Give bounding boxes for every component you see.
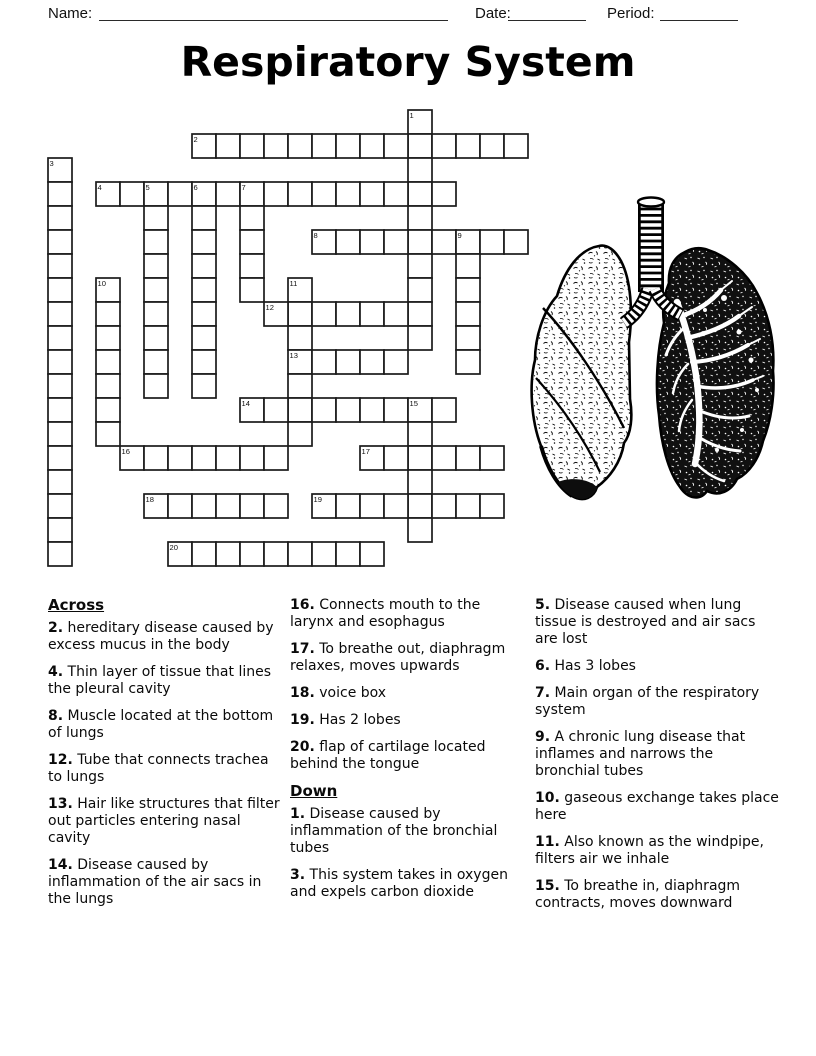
crossword-cell (312, 398, 336, 422)
clue-column (290, 597, 509, 911)
crossword-cell (384, 398, 408, 422)
clue-column (48, 597, 284, 918)
crossword-cell (96, 374, 120, 398)
crossword-cell-number: 9 (457, 231, 462, 240)
crossword-cell (264, 446, 288, 470)
crossword-cell (384, 446, 408, 470)
crossword-cell (456, 134, 480, 158)
crossword-cell (312, 134, 336, 158)
crossword-cell (96, 302, 120, 326)
crossword-cell (216, 182, 240, 206)
crossword-cell (240, 230, 264, 254)
crossword-cell (288, 542, 312, 566)
crossword-cell (456, 254, 480, 278)
crossword-cell-number: 7 (241, 183, 246, 192)
crossword-cell-number: 2 (193, 135, 198, 144)
crossword-cell (168, 182, 192, 206)
crossword-cell (480, 134, 504, 158)
crossword-cell (480, 494, 504, 518)
clue: 3. This system takes in oxygen and expels carbon dioxide (290, 867, 508, 900)
crossword-cell (48, 494, 72, 518)
crossword-cell-number: 17 (361, 447, 370, 456)
crossword-cell (48, 542, 72, 566)
crossword-cell (48, 374, 72, 398)
crossword-cell (432, 134, 456, 158)
clue: 9. A chronic lung disease that inflames and narrows the bronchial tubes (535, 729, 746, 779)
crossword-cell (192, 542, 216, 566)
crossword-cell (360, 542, 384, 566)
crossword-cell (336, 398, 360, 422)
crossword-cell (480, 230, 504, 254)
crossword-cell (432, 494, 456, 518)
crossword-cell (336, 230, 360, 254)
crossword-cell (240, 542, 264, 566)
clue: 18. voice box (290, 685, 387, 701)
clue: 5. Disease caused when lung tissue is destroyed and air sacs are lost (535, 597, 756, 647)
crossword-cell (48, 446, 72, 470)
crossword-cell (144, 206, 168, 230)
clue-number: 2. (48, 620, 64, 636)
crossword-cell (360, 134, 384, 158)
lungs-illustration (527, 190, 791, 506)
crossword-cell (192, 254, 216, 278)
clue-number: 13. (48, 796, 73, 812)
crossword-cell (408, 302, 432, 326)
crossword-cell (432, 398, 456, 422)
clue-number: 1. (290, 806, 306, 822)
crossword-cell-number: 16 (121, 447, 130, 456)
crossword-cell (48, 398, 72, 422)
crossword-cell (192, 446, 216, 470)
crossword-cell (504, 134, 528, 158)
crossword-cell-number: 12 (265, 303, 274, 312)
clue-number: 7. (535, 685, 551, 701)
clue: 15. To breathe in, diaphragm contracts, moves downward (535, 878, 741, 911)
crossword-cell (144, 374, 168, 398)
crossword-cell (456, 302, 480, 326)
crossword-cell (312, 182, 336, 206)
crossword-cell (120, 182, 144, 206)
clue-number: 6. (535, 658, 551, 674)
clue: 19. Has 2 lobes (290, 712, 401, 728)
crossword-cell (408, 494, 432, 518)
clue-number: 8. (48, 708, 64, 724)
crossword-cell (432, 446, 456, 470)
crossword-cell (336, 302, 360, 326)
clue-number: 16. (290, 597, 315, 613)
crossword-cell (312, 302, 336, 326)
crossword-cell (192, 206, 216, 230)
crossword-cell (144, 326, 168, 350)
crossword-cell (240, 278, 264, 302)
crossword-cell (384, 182, 408, 206)
crossword-cell (360, 494, 384, 518)
crossword-cell-number: 14 (241, 399, 250, 408)
crossword-cell (240, 446, 264, 470)
crossword-cell (216, 542, 240, 566)
crossword-cell (360, 230, 384, 254)
crossword-cell (432, 230, 456, 254)
crossword-cell (384, 230, 408, 254)
clue: 16. Connects mouth to the larynx and esophagus (290, 597, 481, 630)
clue: 7. Main organ of the respiratory system (535, 685, 760, 718)
crossword-cell-number: 4 (97, 183, 102, 192)
clue-number: 19. (290, 712, 315, 728)
crossword-cell-number: 3 (49, 159, 54, 168)
crossword-cell (96, 422, 120, 446)
crossword-cell (360, 302, 384, 326)
crossword-cell (384, 350, 408, 374)
date-label: Date: (475, 5, 511, 22)
crossword-cell (384, 134, 408, 158)
crossword-cell (48, 206, 72, 230)
clue: 10. gaseous exchange takes place here (535, 790, 779, 823)
clue: 1. Disease caused by inflammation of the bronchial tubes (290, 806, 498, 856)
crossword-cell (48, 350, 72, 374)
clue-number: 20. (290, 739, 315, 755)
crossword-cell-number: 10 (97, 279, 106, 288)
crossword-cell (48, 254, 72, 278)
crossword-cell-number: 20 (169, 543, 178, 552)
name-write-line (99, 2, 448, 21)
crossword-cell (264, 182, 288, 206)
crossword-cell (336, 542, 360, 566)
crossword-cell (408, 518, 432, 542)
crossword-cell (48, 326, 72, 350)
crossword-cell-number: 13 (289, 351, 298, 360)
clue: 14. Disease caused by inflammation of the air sacs in the lungs (48, 857, 262, 907)
crossword-cell (336, 182, 360, 206)
crossword-cell (144, 230, 168, 254)
crossword-cell-number: 8 (313, 231, 318, 240)
crossword-cell-number: 19 (313, 495, 322, 504)
clue: 8. Muscle located at the bottom of lungs (48, 708, 274, 741)
worksheet-title: Respiratory System (180, 38, 636, 86)
clue: 6. Has 3 lobes (535, 658, 636, 674)
crossword-cell (288, 302, 312, 326)
clue: 12. Tube that connects trachea to lungs (48, 752, 269, 785)
crossword-cell (360, 398, 384, 422)
crossword-cell (432, 182, 456, 206)
crossword-cell (408, 278, 432, 302)
crossword-cell (216, 134, 240, 158)
crossword-cell (288, 326, 312, 350)
crossword-cell (144, 446, 168, 470)
left-lung-drawing (532, 246, 632, 499)
crossword-cell (408, 134, 432, 158)
clue-number: 3. (290, 867, 306, 883)
crossword-cell (48, 422, 72, 446)
crossword-cell (288, 374, 312, 398)
crossword-cell-number: 6 (193, 183, 198, 192)
crossword-cell (192, 350, 216, 374)
crossword-cell (192, 230, 216, 254)
crossword-cell (288, 182, 312, 206)
crossword-cell (456, 278, 480, 302)
crossword-cell-number: 18 (145, 495, 154, 504)
crossword-cell (408, 326, 432, 350)
crossword-cell-number: 5 (145, 183, 150, 192)
crossword-cell (48, 182, 72, 206)
crossword-cell (408, 470, 432, 494)
crossword-cell (264, 494, 288, 518)
crossword-cell (144, 254, 168, 278)
crossword-cell (360, 350, 384, 374)
crossword-cell (168, 446, 192, 470)
crossword-cell (264, 542, 288, 566)
clue-list-heading: Down (290, 782, 338, 800)
crossword-cell (96, 326, 120, 350)
crossword-cell (240, 494, 264, 518)
crossword-cell (240, 134, 264, 158)
crossword-cell (336, 494, 360, 518)
crossword-cell-number: 11 (289, 279, 298, 288)
clue: 20. flap of cartilage located behind the tongue (290, 739, 486, 772)
clue-number: 10. (535, 790, 560, 806)
crossword-cell (408, 422, 432, 446)
crossword-cell (144, 278, 168, 302)
crossword-cell (408, 230, 432, 254)
crossword-cell (192, 278, 216, 302)
crossword-cell (192, 326, 216, 350)
right-lung-drawing (657, 248, 774, 497)
clue-number: 9. (535, 729, 551, 745)
crossword-cell (192, 374, 216, 398)
clue-column (535, 597, 782, 922)
crossword-cell (480, 446, 504, 470)
crossword-cell (48, 470, 72, 494)
crossword-cell (456, 446, 480, 470)
crossword-cell (384, 302, 408, 326)
clue-number: 15. (535, 878, 560, 894)
crossword-cell (216, 494, 240, 518)
clue: 11. Also known as the windpipe, filters air we inhale (535, 834, 764, 867)
crossword-cell (48, 278, 72, 302)
crossword-cell (216, 446, 240, 470)
crossword-cell (240, 206, 264, 230)
crossword-cell (96, 398, 120, 422)
crossword-cell (264, 134, 288, 158)
clue: 2. hereditary disease caused by excess mucus in the body (48, 620, 274, 653)
crossword-cell (360, 182, 384, 206)
name-label: Name: (48, 5, 93, 22)
crossword-cell (408, 158, 432, 182)
clue-number: 14. (48, 857, 73, 873)
crossword-cell (384, 494, 408, 518)
crossword-cell (408, 182, 432, 206)
crossword-grid (46, 108, 530, 568)
crossword-cell (288, 398, 312, 422)
crossword-cell-number: 1 (409, 111, 414, 120)
clue-number: 11. (535, 834, 560, 850)
crossword-cell (504, 230, 528, 254)
crossword-cell (168, 494, 192, 518)
crossword-cell (192, 494, 216, 518)
period-label: Period: (607, 5, 655, 22)
crossword-cell (408, 254, 432, 278)
crossword-cell (48, 302, 72, 326)
crossword-cell (288, 134, 312, 158)
crossword-cell (192, 302, 216, 326)
crossword-cell (336, 350, 360, 374)
crossword-cell (48, 230, 72, 254)
crossword-cell (336, 134, 360, 158)
clue-number: 12. (48, 752, 73, 768)
crossword-cell (408, 446, 432, 470)
clue: 4. Thin layer of tissue that lines the pleural cavity (48, 664, 272, 697)
crossword-cell (240, 254, 264, 278)
clue-list-heading: Across (48, 596, 105, 614)
crossword-cell (96, 350, 120, 374)
clue-number: 5. (535, 597, 551, 613)
date-write-line (508, 2, 586, 21)
crossword-cell (288, 422, 312, 446)
clue: 17. To breathe out, diaphragm relaxes, moves upwards (290, 641, 506, 674)
clue-number: 17. (290, 641, 315, 657)
crossword-cell (456, 494, 480, 518)
crossword-cell (456, 350, 480, 374)
crossword-cell (144, 350, 168, 374)
crossword-cell (312, 350, 336, 374)
trachea-drawing (624, 198, 681, 324)
clue: 13. Hair like structures that filter out particles entering nasal cavity (48, 796, 280, 846)
crossword-cell (48, 518, 72, 542)
period-write-line (660, 2, 738, 21)
crossword-cell (456, 326, 480, 350)
crossword-cell-number: 15 (409, 399, 418, 408)
crossword-cell (144, 302, 168, 326)
crossword-cell (408, 206, 432, 230)
crossword-cell (264, 398, 288, 422)
clue-number: 18. (290, 685, 315, 701)
crossword-cell (312, 542, 336, 566)
clue-number: 4. (48, 664, 64, 680)
